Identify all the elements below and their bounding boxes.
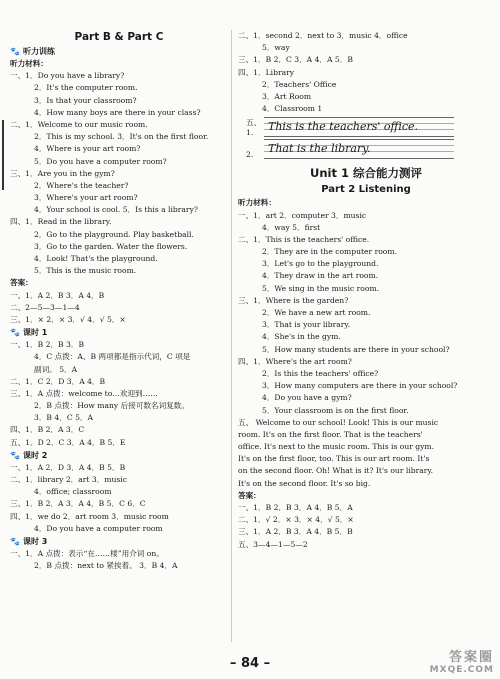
text-line: 2．This is my school. 3．It's on the first floor. [34, 132, 209, 142]
text-line: 5．We sing in the music room. [262, 283, 380, 293]
listening-paragraph [238, 417, 494, 490]
text-line: 2．It's the computer room. [34, 83, 138, 93]
text-line: 4．They draw in the art room. [262, 271, 379, 281]
text-line: 5．This is the music room. [34, 266, 137, 276]
lesson-heading [10, 535, 228, 548]
text-line: 3．How many computers are there in your school? [262, 381, 458, 391]
text-line: 三、1．Where is the garden? [238, 295, 349, 305]
text-line: 五、1．D 2．C 3．A 4．B 5．E [10, 437, 126, 447]
left-content [10, 70, 228, 572]
text-line: 2．Is this the teachers' office? [262, 368, 379, 378]
text-line: 一、1．Do you have a library? [10, 71, 125, 81]
text-line: 一、1．A 2．D 3．A 4．B 5．B [10, 462, 126, 472]
text-line: 3．Go to the garden. Water the flowers. [34, 241, 188, 251]
text-line: 三、1．× 2．× 3．√ 4．√ 5．× [10, 314, 126, 324]
text-line: 4．She's in the gym. [262, 332, 341, 342]
text-line: 3．Where's your art room? [34, 193, 138, 203]
right-answers [238, 502, 494, 551]
paw-icon: 🐾 [10, 536, 20, 546]
answer-line: 五、3—4—1—5—2 [238, 539, 308, 549]
text-line: 4．C 点拨：A、B 两项都是指示代词，C 项是 [34, 352, 191, 362]
lesson-heading [10, 449, 228, 462]
unit-title: Unit 1 综合能力测评 [310, 166, 422, 181]
left-column [10, 30, 228, 572]
paragraph-line: office. It's next to the music room. This is our gym. [238, 442, 435, 452]
text-line: 三、1．B 2．C 3．A 4．A 5．B [238, 55, 353, 65]
text-line: 二、1．library 2．art 3．music [10, 475, 127, 484]
handwriting-area [238, 115, 494, 159]
text-line: 2．They are in the computer room. [262, 247, 397, 257]
text-line: 二、1．This is the teachers' office. [238, 234, 370, 244]
handwriting-row [238, 115, 494, 137]
paragraph-line: room. It's on the first floor. That is the teachers' [238, 429, 423, 439]
text-line: 二、1．C 2．D 3．A 4．B [10, 376, 106, 386]
text-line: 3．That is your library. [262, 320, 351, 330]
watermark-line1: 答案圈 [448, 650, 494, 665]
text-line: 4．Where is your art room? [34, 144, 141, 154]
handwritten-sentence: This is the teachers' office. [268, 120, 419, 134]
text-line: 3．Let's go to the playground. [262, 259, 379, 269]
text-line: 3．B 4．C 5．A [34, 413, 93, 423]
text-line: 4．How many boys are there in your class? [34, 107, 201, 117]
text-line: 三、1．A 点拨：welcome to…欢迎到…… [10, 388, 158, 398]
text-line: 四、1．Read in the library. [10, 217, 112, 227]
text-line: 二、1．second 2．next to 3．music 4．office [238, 31, 408, 40]
paragraph-line: 五、 Welcome to our school! Look! This is our music [238, 417, 439, 427]
text-line: 4．Classroom 1 [262, 104, 323, 114]
answer-line: 二、1．√ 2．× 3．× 4．√ 5．× [238, 515, 354, 525]
listening-lines [238, 210, 494, 417]
page-number: – 84 – [229, 656, 271, 671]
text-line: 4．Your school is cool. 5．Is this a library? [34, 205, 198, 215]
binding-mark [2, 120, 4, 190]
text-line: 4．Do you have a gym? [262, 393, 352, 403]
lesson-heading [10, 326, 228, 339]
text-line: 一、1．A 2．B 3．A 4．B [10, 290, 105, 300]
right-answers-label: 答案： [238, 490, 261, 500]
lesson-heading-text: 课时 2 [22, 450, 48, 460]
listening-heading [10, 45, 228, 58]
text-line: 二、1．Welcome to our music room. [10, 119, 148, 129]
text-line: 4．Look! That's the playground. [34, 254, 158, 263]
text-line: 2．Teachers' Office [262, 79, 337, 89]
handwriting-number: 2. [246, 150, 254, 160]
text-line: 5．How many students are there in your school? [262, 344, 450, 354]
paw-icon: 🐾 [10, 450, 20, 460]
text-line: 四、1．Where's the art room? [238, 356, 352, 366]
handwriting-row [238, 137, 494, 159]
handwriting-number: 五、1. [246, 118, 262, 138]
page-number-value: 84 [240, 656, 260, 671]
text-line: 2．We have a new art room. [262, 308, 371, 317]
listening-heading-text: 听力训练 [22, 47, 55, 56]
text-line: 四、1．we do 2．art room 3．music room [10, 511, 169, 521]
right-materials-label: 听力材料： [238, 198, 276, 208]
paw-icon: 🐾 [10, 47, 20, 56]
lesson-heading-text: 课时 1 [22, 328, 48, 338]
text-line: 3．Is that your classroom? [34, 95, 137, 105]
column-divider [231, 30, 232, 642]
text-line: 2．Go to the playground. Play basketball. [34, 229, 194, 239]
paragraph-line: on the second floor. Oh! What is it? It's our library. [238, 466, 434, 476]
answer-line: 三、1．A 2．B 3．A 4．B 5．B [238, 527, 353, 537]
text-line: 一、1．A 点拨：表示“在……楼”用介词 on。 [10, 548, 164, 558]
text-line: 5．Do you have a computer room? [34, 156, 167, 166]
paragraph-line: It's on the second floor. It's so big. [238, 478, 371, 488]
paw-icon: 🐾 [10, 328, 20, 338]
lesson-heading-text: 课时 3 [22, 536, 48, 546]
text-line: 三、1．B 2．A 3．A 4．B 5．C 6．C [10, 499, 146, 509]
text-line: 4．office; classroom [34, 487, 112, 497]
text-line: 一、1．B 2．B 3．B [10, 340, 85, 350]
text-line: 4．Do you have a computer room [34, 523, 163, 533]
text-line: 5．way [262, 43, 290, 53]
part-title: Part 2 Listening [321, 184, 411, 196]
section-title: Part B & Part C [74, 31, 164, 43]
text-line: 3．Art Room [262, 91, 312, 101]
text-line: 四、1．B 2．A 3．C [10, 425, 85, 435]
four-line-grid [264, 117, 454, 137]
paragraph-line: It's on the first floor, too. This is our art room. It's [238, 454, 430, 464]
text-line: 2．B 点拨：next to 紧挨着。 3．B 4．A [34, 561, 178, 571]
text-line: 一、1．art 2．computer 3．music [238, 210, 367, 220]
text-line: 二、2—5—3—1—4 [10, 302, 80, 312]
text-line: 2．B 点拨：How many 后接可数名词复数。 [34, 401, 189, 411]
text-line: 三、1．Are you in the gym? [10, 168, 115, 178]
text-line: 5．Your classroom is on the first floor. [262, 405, 409, 415]
text-line: 副词。 5．A [34, 364, 78, 374]
text-line: 2．Where's the teacher? [34, 180, 129, 190]
handwritten-sentence: That is the library. [268, 142, 371, 156]
watermark [430, 646, 494, 675]
materials-label: 听力材料： [10, 59, 48, 68]
answer-line: 一、1．B 2．B 3．A 4．B 5．A [238, 503, 353, 512]
answers-label: 答案： [10, 278, 33, 288]
text-line: 四、1．Library [238, 67, 295, 77]
watermark-line2: MXQE.COM [429, 665, 494, 675]
right-column [238, 30, 494, 551]
text-line: 4．way 5．first [262, 222, 321, 232]
four-line-grid [264, 139, 454, 159]
right-top-lines [238, 30, 494, 115]
